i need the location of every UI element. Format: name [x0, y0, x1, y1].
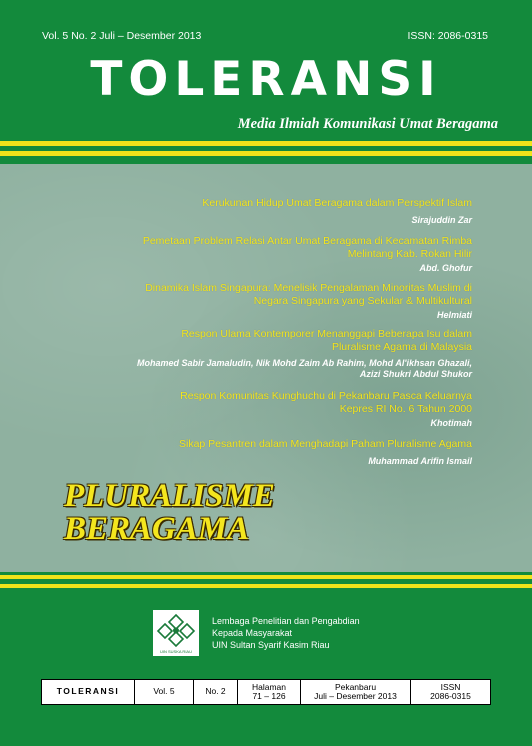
issn-top: ISSN: 2086-0315 — [407, 30, 488, 42]
publisher-line: Kepada Masyarakat — [212, 628, 293, 638]
info-volume: Vol. 5 — [135, 680, 194, 705]
article-author — [420, 263, 473, 274]
article-author-line: Azizi Shukri Abdul Shukor — [359, 369, 472, 379]
volume-line: Vol. 5 No. 2 Juli – Desember 2013 — [42, 30, 202, 42]
article-author-line: Sirajuddin Zar — [411, 215, 472, 225]
article-title-line: Respon Ulama Kontemporer Menanggapi Beberapa Isu dalam — [181, 328, 472, 340]
article-author-line: Khotimah — [430, 418, 472, 428]
article-title-line: Sikap Pesantren dalam Menghadapi Paham Pluralisme Agama — [178, 438, 472, 450]
article-author — [437, 310, 472, 321]
info-journal: TOLERANSI — [42, 680, 135, 705]
article-title-line: Kepres RI No. 6 Tahun 2000 — [339, 403, 472, 415]
info-issn-label: ISSN — [440, 681, 461, 692]
article-title-line: Dinamika Islam Singapura: Menelisik Pengalaman Minoritas Muslim di — [145, 282, 472, 294]
bottom-stripe-1 — [0, 575, 532, 579]
uin-suska-emblem-icon — [153, 610, 199, 656]
article-title — [179, 438, 472, 451]
info-pages-value: 71 – 126 — [252, 691, 286, 701]
issue-theme — [64, 480, 275, 546]
info-pages-label: Halaman — [251, 681, 287, 692]
article-title-line: Kerukunan Hidup Umat Beragama dalam Perspektif Islam — [202, 197, 472, 209]
top-stripe-1 — [0, 141, 532, 146]
issue-theme-line: PLURALISME — [64, 478, 275, 514]
article-title-line: Negara Singapura yang Sekular & Multikultural — [253, 295, 472, 307]
article-title — [181, 328, 472, 354]
publisher-line: UIN Sultan Syarif Kasim Riau — [212, 640, 330, 650]
journal-title: TOLERANSI — [90, 52, 442, 107]
article-author-line: Mohamed Sabir Jamaludin, Nik Mohd Zaim Ab Rahim, Mohd Al'ikhsan Ghazali, — [136, 358, 472, 368]
article-author — [368, 456, 472, 467]
top-stripe-2 — [0, 151, 532, 156]
info-issn-value: 2086-0315 — [430, 691, 471, 701]
cover-header — [42, 30, 488, 44]
university-logo — [153, 610, 199, 656]
article-title-line: Pemetaan Problem Relasi Antar Umat Beragama di Kecamatan Rimba — [142, 235, 472, 247]
info-place: Pekanbaru — [334, 681, 377, 692]
issue-theme-line: BERAGAMA — [64, 511, 250, 547]
article-title-line: Respon Komunitas Kunghuchu di Pekanbaru Pasca Keluarnya — [180, 390, 472, 402]
article-title — [143, 235, 472, 261]
article-title — [145, 282, 472, 308]
article-author — [411, 215, 472, 226]
info-issn — [411, 680, 491, 705]
article-title — [202, 197, 472, 210]
article-author — [431, 418, 473, 429]
info-period: Juli – Desember 2013 — [314, 691, 397, 701]
publisher-info — [212, 615, 360, 651]
article-title-line: Pluralisme Agama di Malaysia — [331, 341, 472, 353]
article-author-line: Abd. Ghofur — [419, 263, 472, 273]
journal-info-table — [41, 679, 491, 705]
journal-subtitle: Media Ilmiah Komunikasi Umat Beragama — [237, 116, 498, 132]
article-title — [180, 390, 472, 416]
info-number: No. 2 — [194, 680, 238, 705]
info-place-period — [301, 680, 411, 705]
publisher-line: Lembaga Penelitian dan Pengabdian — [212, 616, 360, 626]
article-author — [137, 358, 472, 380]
bottom-stripe-2 — [0, 584, 532, 588]
info-pages — [238, 680, 301, 705]
article-author-line: Muhammad Arifin Ismail — [368, 456, 472, 466]
article-title-line: Melintang Kab. Rokan Hilir — [347, 248, 472, 260]
article-author-line: Helmiati — [436, 310, 472, 320]
logo-caption: UIN SUSKA RIAU — [159, 649, 193, 654]
